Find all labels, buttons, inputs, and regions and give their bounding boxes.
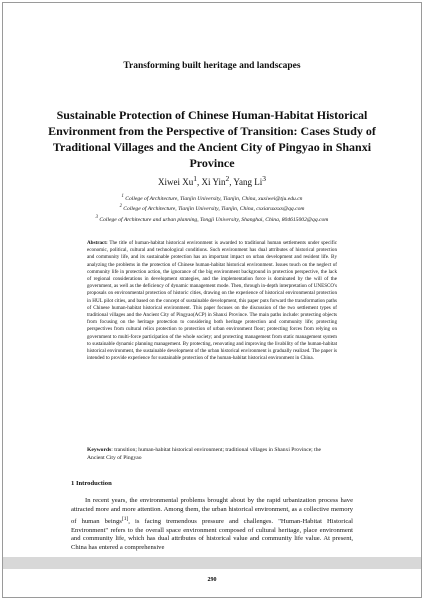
- affiliation: [33, 203, 391, 213]
- author-name: Xiwei Xu: [158, 177, 194, 187]
- affiliation: [33, 193, 391, 203]
- author-name: Yang Li: [233, 177, 263, 187]
- keywords-text: : transition; human-habitat historical environment; traditional villages in Shanxi Province; the Ancient City of Pingyao: [87, 447, 321, 461]
- affiliation-list: [33, 193, 391, 224]
- paper-title: Sustainable Protection of Chinese Human-Habitat Historical Environment from the Perspective of Transition: Cases Study of Traditional Villages and the Ancient City of Pingyao in Shanxi Province: [48, 108, 376, 170]
- keywords: [87, 446, 337, 462]
- affiliation-text: College of Architecture, Tianjin University, Tianjin, China, xuxiwei@tju.edu.cn: [125, 195, 303, 202]
- affiliation: [33, 214, 391, 224]
- paper-page: [2, 2, 422, 598]
- abstract-label: Abstract:: [87, 240, 108, 246]
- citation-ref: [1]: [121, 515, 129, 522]
- section-heading: 1 Introduction: [71, 480, 112, 487]
- author-sup: 2: [225, 174, 230, 183]
- page-number: 290: [207, 577, 217, 583]
- intro-paragraph: [71, 497, 353, 553]
- author-sup: 3: [262, 174, 266, 183]
- author-name: Xi Yin: [201, 177, 226, 187]
- affiliation-sup: 2: [119, 204, 122, 210]
- affiliation-text: College of Architecture, Tianjin University, Tianjin, China, cxxiaruxxxx@qq.com: [123, 206, 305, 213]
- abstract: [87, 240, 337, 362]
- running-head: Transforming built heritage and landscapes: [123, 61, 301, 71]
- author-sup: 1: [193, 174, 198, 183]
- intro-text: In recent years, the environmental problems brought about by the rapid urbanization process have attracted more and more attention. Among them, the urban historical environment, as a collective memory of human beings: [71, 497, 353, 525]
- intro-text-continued: , is facing tremendous pressure and challenges. "Human-Habitat Historical Environment" refers to the overall space environment composed of cultural heritage, place environment and community life, which has dual attributes of historical value and community life value. At present, China has entered a comprehensive: [71, 517, 354, 552]
- author-list: Xiwei Xu$^1$, Xi Yin$^2$, Yang Li$^3$: [158, 174, 266, 187]
- keywords-label: Keywords: [87, 447, 112, 453]
- footer-band: [3, 557, 421, 569]
- affiliation-text: College of Architecture and urban planning, Tongji University, Shanghai, China, 804615002@qq.com: [99, 216, 329, 223]
- affiliation-sup: 1: [121, 194, 124, 199]
- affiliation-sup: 3: [95, 214, 98, 220]
- abstract-text: The title of human-habitat historical environment is awarded to traditional human settlements under specific economic, political, cultural and technological conditions. Such environment has dual attributes of historical protection and community life, and its sustainable protection has an important impact on urban development and resident life. By analyzing the problems in the protection of Chinese human-habitat historical environment. Issues touch on the neglect of community life in protection action, the ignorance of the big environment background in protection perspective, the lack of regional considerations in development strategies, and the implementation force is dominated by the will of the government, as well as the deficiency of dynamic management mode. Then, through in-depth interpretation of UNESCO's proposals on environmental protection of historic cities, drawing on the experience of historical environmental protection in HUL pilot cities, and based on the concept of sustainable development, this paper puts forward the transformation paths of Chinese human-habitat historical environment. This paper focuses on the discussion of the two settlement types of traditional villages and the Ancient City of Pingyao(ACP) in Shanxi Province. The main paths include: protecting objects from focusing on the heritage protection to considering both heritage protection and community life; protecting perspectives from cultural relics protection to protection of urban environment floor; protecting forces from relying on government to multi-force participation of the whole society; and protecting management from static management system to sustainable dynamic planning management. By protecting, renovating and improving the livability of the human-habitat historical environment, the sustainable development of the urban historical environment is gradually realized. The paper is intended to provide experience for sustainable protection of the human-habitat historical environment in China.: [87, 240, 337, 362]
